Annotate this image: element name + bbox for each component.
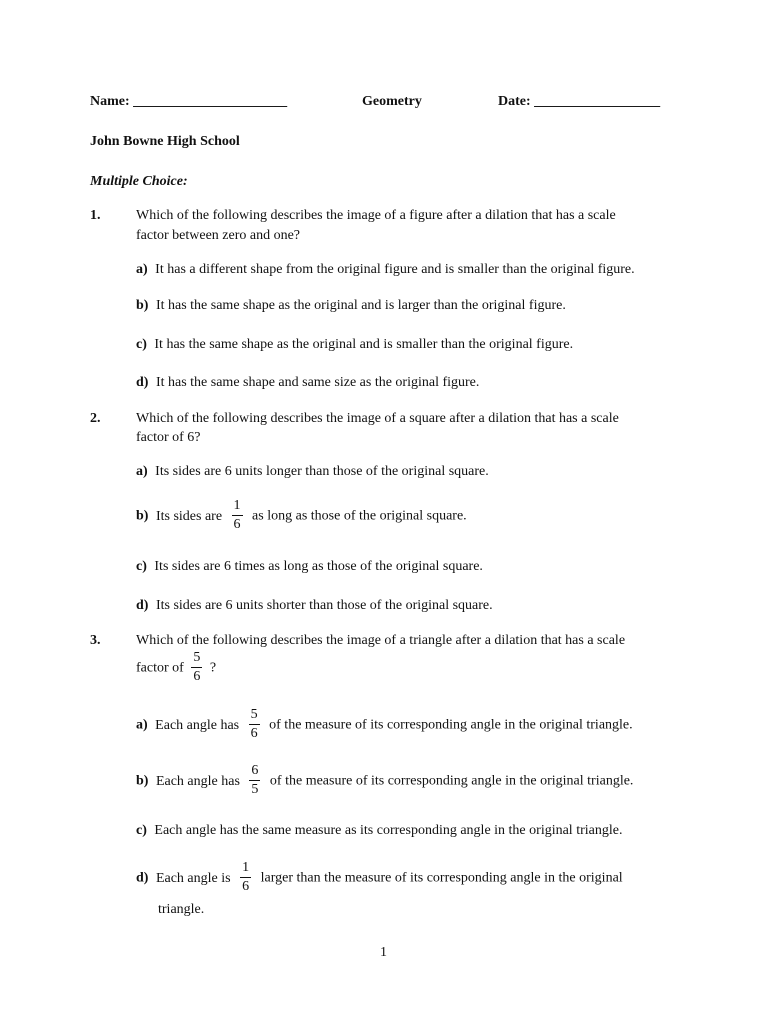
name-field-label: Name: ______________________ xyxy=(90,94,288,109)
fraction xyxy=(232,499,243,532)
question-text-post: ? xyxy=(209,660,217,676)
option-letter: a) xyxy=(136,262,148,277)
option-text: Its sides are 6 units shorter than those of the original square. xyxy=(155,598,493,613)
option-letter: d) xyxy=(136,375,149,390)
option-text: Its sides are 6 times as long as those of the original square. xyxy=(154,559,483,574)
option-text-post: as long as those of the original square. xyxy=(252,508,467,524)
fraction xyxy=(249,708,260,741)
fraction-denominator: 6 xyxy=(233,517,241,532)
option-text: It has the same shape as the original and is smaller than the original figure. xyxy=(154,337,574,352)
option-letter: d) xyxy=(136,870,149,886)
question-number: 1. xyxy=(90,208,101,223)
fraction xyxy=(240,861,251,894)
fraction-numerator: 5 xyxy=(191,651,202,668)
fraction-numerator: 1 xyxy=(240,861,251,878)
fraction-denominator: 5 xyxy=(251,782,259,797)
option-letter: c) xyxy=(136,823,147,838)
fraction xyxy=(191,651,202,684)
option-text: It has the same shape and same size as the original figure. xyxy=(155,375,480,390)
answer-option-b xyxy=(136,765,633,798)
answer-option-d xyxy=(136,598,493,614)
option-letter: b) xyxy=(136,773,149,789)
answer-option-b xyxy=(136,298,566,314)
question-text-pre: factor of xyxy=(136,660,184,676)
option-letter: b) xyxy=(136,298,149,313)
fraction-numerator: 6 xyxy=(249,764,260,781)
question-text-line1: Which of the following describes the image of a figure after a dilation that has a scale xyxy=(136,208,616,223)
answer-option-a xyxy=(136,464,489,480)
option-text: Each angle has the same measure as its corresponding angle in the original triangle. xyxy=(154,823,623,838)
question-text-line2 xyxy=(136,652,216,685)
page-number: 1 xyxy=(380,945,387,960)
option-letter: b) xyxy=(136,508,149,524)
answer-option-c xyxy=(136,559,483,575)
answer-option-d xyxy=(136,375,479,391)
option-text-post: of the measure of its corresponding angle in the original triangle. xyxy=(269,773,634,789)
fraction-denominator: 6 xyxy=(250,726,258,741)
option-letter: d) xyxy=(136,598,149,613)
subject-title: Geometry xyxy=(362,94,422,109)
question-text-line1: Which of the following describes the image of a triangle after a dilation that has a scale xyxy=(136,633,626,648)
option-text-post: larger than the measure of its corresponding angle in the original xyxy=(260,870,623,886)
option-text-pre: Its sides are xyxy=(155,508,223,524)
option-letter: a) xyxy=(136,717,148,733)
option-text: It has the same shape as the original and is larger than the original figure. xyxy=(155,298,566,313)
option-letter: c) xyxy=(136,337,147,352)
option-text: It has a different shape from the original figure and is smaller than the original figure. xyxy=(155,262,635,277)
answer-option-c xyxy=(136,823,622,839)
option-letter: a) xyxy=(136,464,148,479)
option-letter: c) xyxy=(136,559,147,574)
school-name: John Bowne High School xyxy=(90,134,240,149)
answer-option-d-line2: triangle. xyxy=(158,902,205,917)
option-text-post: of the measure of its corresponding angle in the original triangle. xyxy=(269,717,633,733)
date-field-label: Date: __________________ xyxy=(498,94,661,109)
section-heading: Multiple Choice: xyxy=(90,174,188,189)
option-text: Its sides are 6 units longer than those of the original square. xyxy=(155,464,489,479)
fraction-numerator: 5 xyxy=(249,708,260,725)
answer-option-a xyxy=(136,262,635,278)
fraction xyxy=(249,764,260,797)
question-text-line1: Which of the following describes the image of a square after a dilation that has a scale xyxy=(136,411,619,426)
question-text-line2: factor between zero and one? xyxy=(136,228,301,243)
question-number: 3. xyxy=(90,633,101,648)
option-text-pre: Each angle has xyxy=(155,717,240,733)
option-text-pre: Each angle is xyxy=(155,870,231,886)
question-text-line2: factor of 6? xyxy=(136,430,201,445)
answer-option-b xyxy=(136,500,467,533)
answer-option-c xyxy=(136,337,573,353)
option-text-pre: Each angle has xyxy=(155,773,240,789)
fraction-denominator: 6 xyxy=(242,879,250,894)
fraction-numerator: 1 xyxy=(232,499,243,516)
question-number: 2. xyxy=(90,411,101,426)
answer-option-d xyxy=(136,862,623,895)
answer-option-a xyxy=(136,709,633,742)
fraction-denominator: 6 xyxy=(193,669,201,684)
